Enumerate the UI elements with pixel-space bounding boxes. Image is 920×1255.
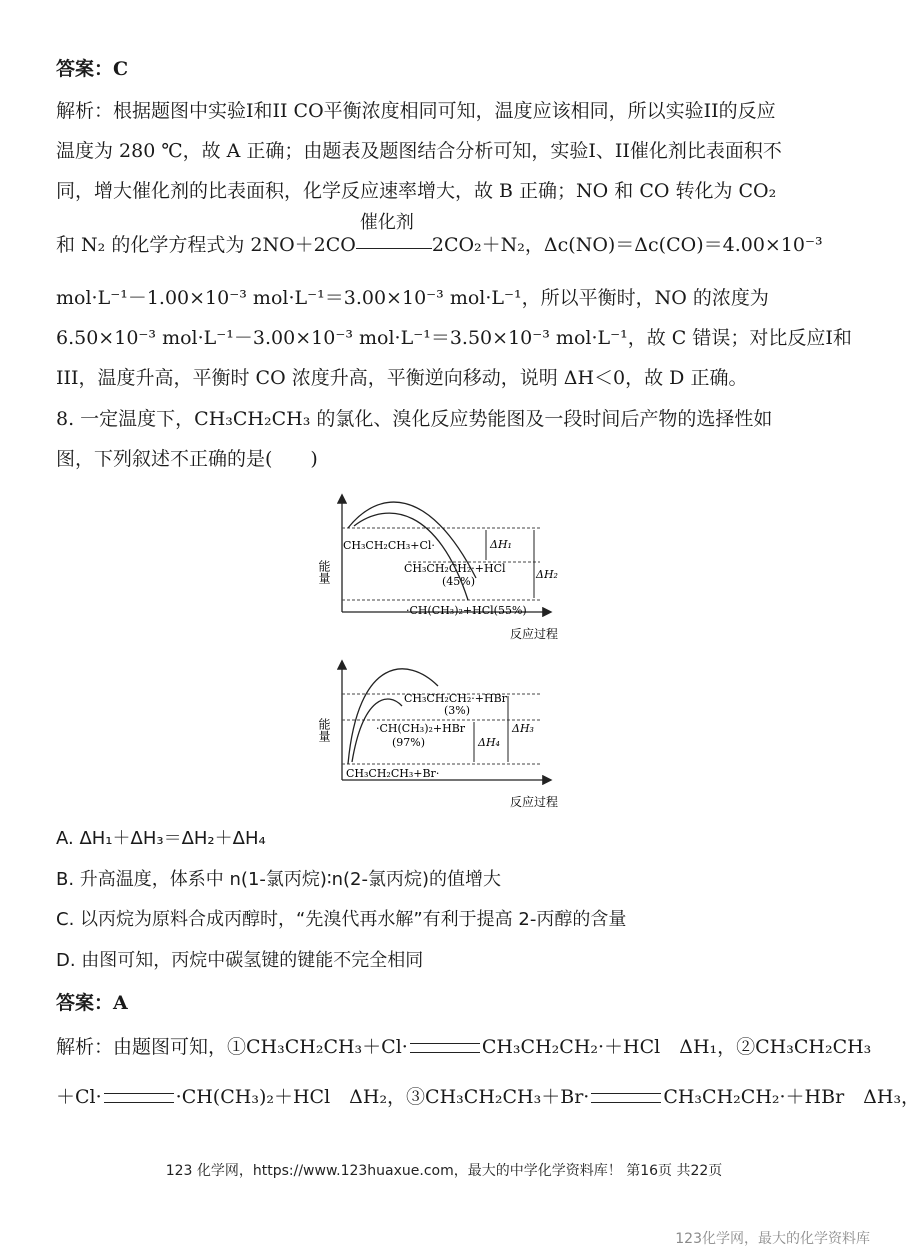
d1-product1-label: CH₃CH₂CH₂·+HCl (404, 562, 506, 575)
d2-product1-pct: (3%) (444, 704, 471, 717)
option-a: A. ΔH₁＋ΔH₃＝ΔH₂＋ΔH₄ (56, 828, 266, 849)
d1-dh1: ΔH₁ (490, 538, 512, 551)
page-footer: 123 化学网，https://www.123huaxue.com，最大的中学化学资料库！ 第16页 共22页 (165, 1163, 723, 1179)
q8-stem-line-2: 图，下列叙述不正确的是( ) (56, 448, 318, 470)
option-c: C. 以丙烷为原料合成丙醇时，“先溴代再水解”有利于提高 2-丙醇的含量 (56, 909, 627, 930)
d2-dh3: ΔH₃ (512, 722, 534, 735)
bromination-energy-diagram (318, 656, 588, 811)
d1-ylabel: 能量 (317, 560, 331, 584)
q7-analysis-line-2: 温度为 280 ℃，故 A 正确；由题表及题图结合分析可知，实验I、II催化剂比表面积不 (56, 140, 782, 162)
catalyst-arrow: 催化剂 (356, 236, 432, 256)
q7-analysis-line-6: 6.50×10⁻³ mol·L⁻¹－3.00×10⁻³ mol·L⁻¹＝3.50×10⁻³ mol·L⁻¹，故 C 错误；对比反应I和 (56, 327, 852, 349)
d2-product2-label: ·CH(CH₃)₂+HBr (376, 722, 466, 735)
option-d: D. 由图可知，丙烷中碳氢键的键能不完全相同 (56, 950, 424, 971)
q8-analysis-line-2: ＋Cl· ·CH(CH₃)₂＋HCl ΔH₂，③CH₃CH₂CH₃＋Br· CH₃CH₂CH₂·＋HBr ΔH₃， (56, 1086, 920, 1108)
q7-equation-line: 和 N₂ 的化学方程式为 2NO＋2CO 催化剂 2CO₂＋N₂，Δc(NO)＝Δc(CO)＝4.00×10⁻³ (56, 212, 823, 256)
equals-sign (104, 1093, 174, 1103)
d1-product2-label: ·CH(CH₃)₂+HCl(55%) (406, 604, 527, 617)
watermark: 123化学网，最大的化学资料库 (675, 1231, 870, 1247)
q7-analysis-line-3: 同，增大催化剂的比表面积，化学反应速率增大，故 B 正确；NO 和 CO 转化为 CO₂ (56, 180, 777, 202)
d2-dh4: ΔH₄ (478, 736, 500, 749)
d2-xlabel: 反应过程 (510, 795, 559, 809)
q8-answer: 答案：A (56, 992, 128, 1014)
d1-reactant-label: CH₃CH₂CH₃+Cl· (343, 539, 435, 552)
q7-answer: 答案：C (56, 58, 129, 80)
q8-analysis-line-1: 解析：由题图可知，①CH₃CH₂CH₃＋Cl· CH₃CH₂CH₂·＋HCl ΔH₁，②CH₃CH₂CH₃ (56, 1036, 872, 1058)
d1-dh2: ΔH₂ (536, 568, 558, 581)
q7-analysis-line-7: III，温度升高，平衡时 CO 浓度升高，平衡逆向移动，说明 ΔH＜0，故 D 正确。 (56, 367, 748, 389)
d1-product1-pct: (45%) (442, 575, 476, 588)
equals-sign (591, 1093, 661, 1103)
equals-sign (410, 1043, 480, 1053)
d2-product1-label: CH₃CH₂CH₂·+HBr (404, 692, 507, 705)
d1-xlabel: 反应过程 (510, 627, 559, 641)
q7-analysis-line-1: 解析：根据题图中实验I和II CO平衡浓度相同可知，温度应该相同，所以实验II的反应 (56, 100, 776, 122)
q7-analysis-line-5: mol·L⁻¹－1.00×10⁻³ mol·L⁻¹＝3.00×10⁻³ mol·L⁻¹，所以平衡时，NO 的浓度为 (56, 287, 769, 309)
q8-stem-line-1: 8. 一定温度下，CH₃CH₂CH₃ 的氯化、溴化反应势能图及一段时间后产物的选择性如 (56, 408, 773, 430)
option-b: B. 升高温度，体系中 n(1-氯丙烷)∶n(2-氯丙烷)的值增大 (56, 869, 501, 890)
d2-ylabel: 能量 (317, 718, 331, 742)
d2-reactant-label: CH₃CH₂CH₃+Br· (346, 767, 440, 780)
chlorination-energy-diagram (318, 490, 588, 645)
d2-product2-pct: (97%) (392, 736, 426, 749)
